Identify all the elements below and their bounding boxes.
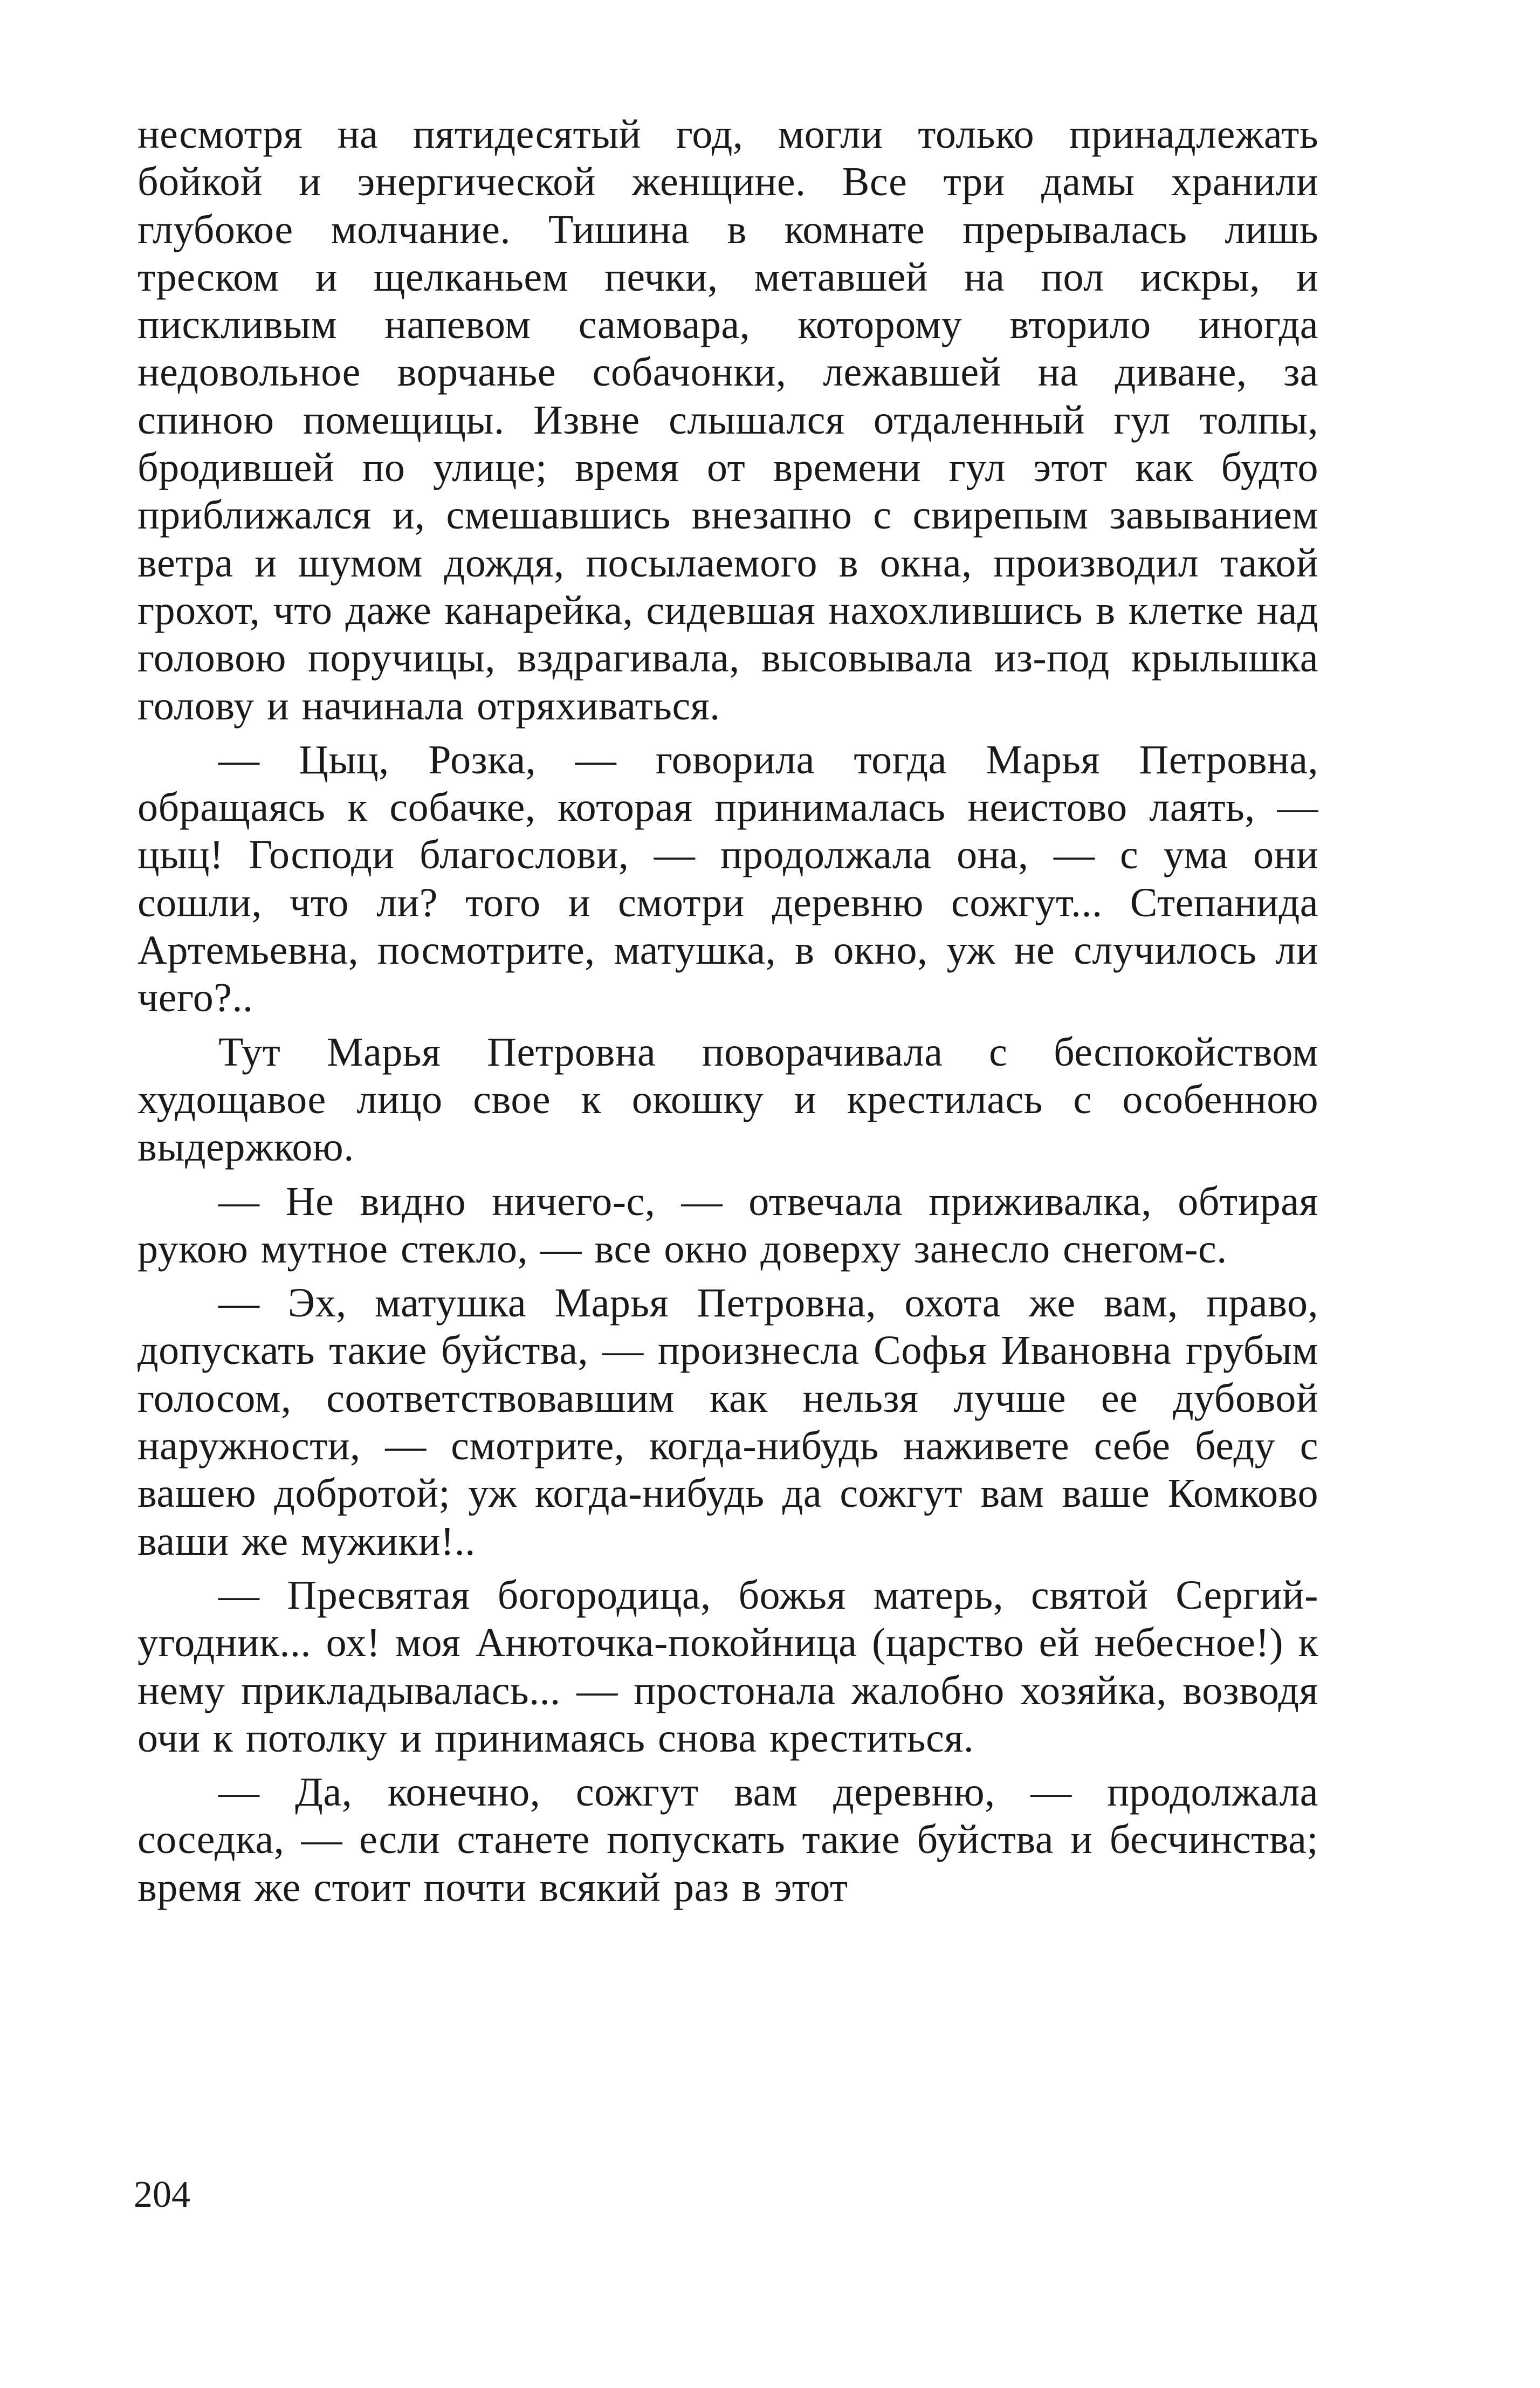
paragraph-1: несмотря на пятидесятый год, могли только принадлежать бойкой и энергической женщине. Все три дамы хранили глубокое молчание. Тишина в комнате прерывалась лишь треском и щелканьем печки, метавшей на пол искры, и пискливым напевом самовара, которому вторило иногда недовольное ворчанье собачонки, лежавшей на диване, за спиною помещицы. Извне слышался отдаленный гул толпы, бродившей по улице; время от времени гул этот как будто приближался и, смешавшись внезапно с свирепым завыванием ветра и шумом дождя, посылаемого в окна, производил такой грохот, что даже канарейка, сидевшая нахохлившись в клетке над головою поручицы, вздрагивала, высовывала из-под крылышка голову и начинала отряхиваться. bbox=[138, 112, 1318, 729]
paragraph-2: — Цыц, Розка, — говорила тогда Марья Петровна, обращаясь к собачке, которая принималась неистово лаять, — цыц! Господи благослови, — продолжала она, — с ума они сошли, что ли? того и смотри деревню сожгут... Степанида Артемьевна, посмотрите, матушка, в окно, уж не случилось ли чего?.. bbox=[138, 737, 1318, 1021]
paragraph-7: — Да, конечно, сожгут вам деревню, — продолжала соседка, — если станете попускать такие буйства и бесчинства; время же стоит почти всякий раз в этот bbox=[138, 1769, 1318, 1910]
book-page bbox=[138, 111, 1318, 2257]
page-number: 204 bbox=[134, 2174, 190, 2215]
paragraph-4: — Не видно ничего-с, — отвечала приживалка, обтирая рукою мутное стекло, — все окно доверху занесло снегом-с. bbox=[138, 1178, 1318, 1272]
paragraph-6: — Пресвятая богородица, божья матерь, святой Сергий-угодник... ох! моя Анюточка-покойница (царство ей небесное!) к нему прикладывалась... — простонала жалобно хозяйка, возводя очи к потолку и принимаясь снова креститься. bbox=[138, 1572, 1318, 1761]
paragraph-3: Тут Марья Петровна поворачивала с беспокойством худощавое лицо свое к окошку и крестилась с особенною выдержкою. bbox=[138, 1029, 1318, 1170]
paragraph-5: — Эх, матушка Марья Петровна, охота же вам, право, допускать такие буйства, — произнесла Софья Ивановна грубым голосом, соответствовавшим как нельзя лучше ее дубовой наружности, — смотрите, когда-нибудь наживете себе беду с вашею добротой; уж когда-нибудь да сожгут вам ваше Комково ваши же мужики!.. bbox=[138, 1280, 1318, 1564]
